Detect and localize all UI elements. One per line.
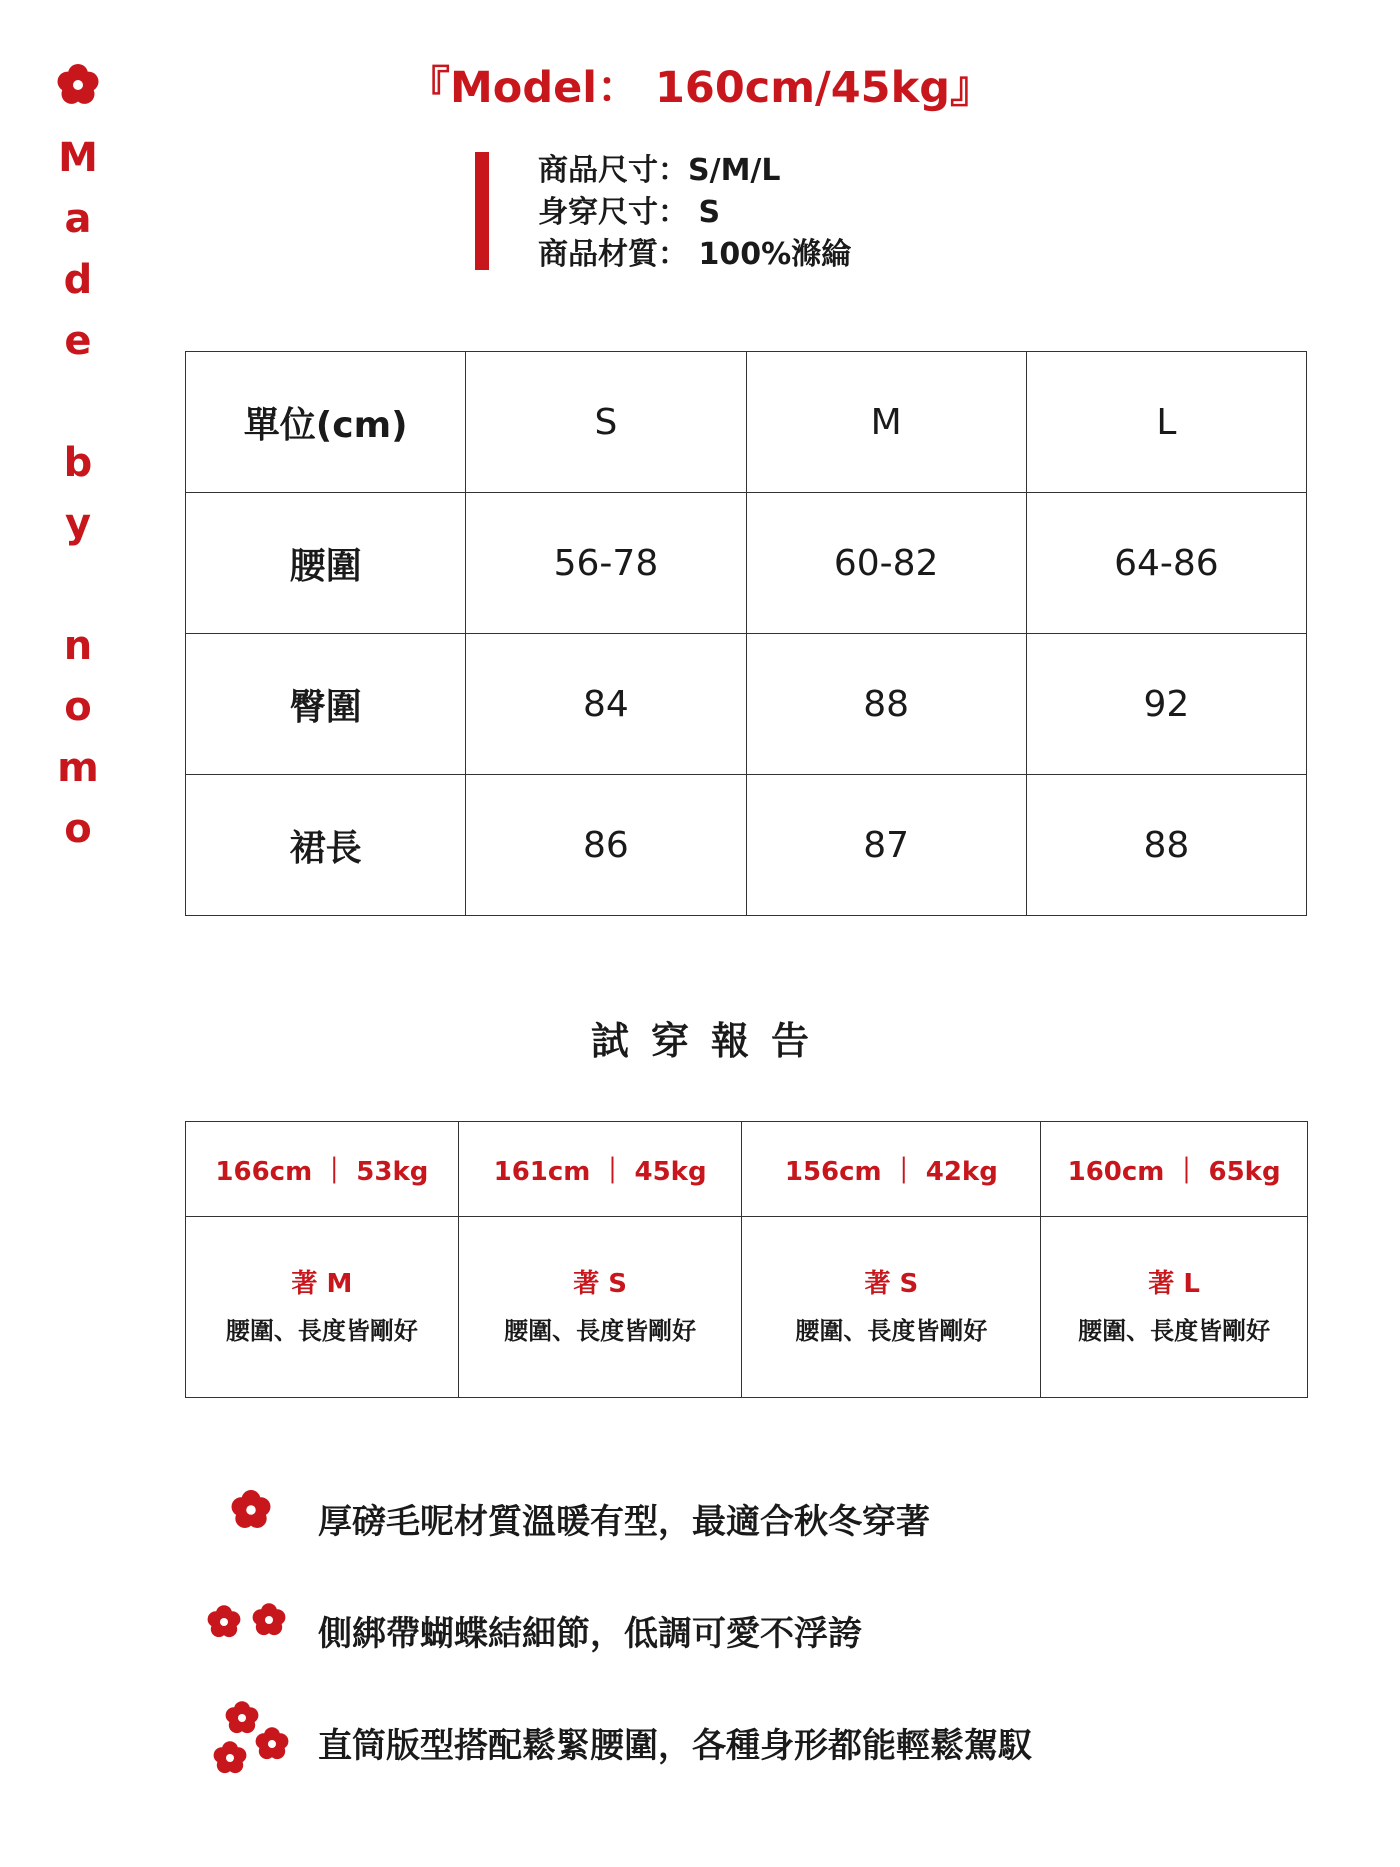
size-chart-cell: 64-86 bbox=[1026, 493, 1306, 634]
model-title: 『Model： 160cm/45kg』 bbox=[407, 63, 993, 113]
table-row bbox=[186, 634, 1307, 775]
size-chart-cell: 88 bbox=[746, 634, 1026, 775]
feature-text: 側綁帶蝴蝶結細節，低調可愛不浮誇 bbox=[318, 1614, 862, 1654]
size-chart-row-label: 臀圍 bbox=[186, 634, 466, 775]
brand-letter: e bbox=[64, 318, 92, 364]
size-chart-header-m: M bbox=[746, 352, 1026, 493]
brand-letter: m bbox=[57, 745, 99, 791]
size-chart-header-l: L bbox=[1026, 352, 1306, 493]
single-flower-icon bbox=[200, 1480, 310, 1560]
size-chart-header-row bbox=[186, 352, 1307, 493]
spec-product-sizes: 商品尺寸：S/M/L bbox=[538, 153, 781, 188]
tester-stats: 166cm ｜ 53kg bbox=[186, 1122, 459, 1217]
brand-letter: n bbox=[63, 623, 93, 669]
tester-stats: 156cm ｜ 42kg bbox=[742, 1122, 1041, 1217]
list-item bbox=[200, 1592, 1300, 1704]
double-flower-icon bbox=[200, 1592, 310, 1672]
tester-result bbox=[1041, 1217, 1308, 1398]
fit-report-title: 試穿報告 bbox=[590, 1019, 831, 1063]
size-chart-row-label: 腰圍 bbox=[186, 493, 466, 634]
tester-size: 著 S bbox=[864, 1269, 919, 1299]
brand-letter: M bbox=[58, 135, 98, 181]
size-chart-table bbox=[185, 351, 1307, 916]
list-item bbox=[200, 1704, 1300, 1816]
brand-letter: d bbox=[63, 257, 93, 303]
tester-note: 腰圍、長度皆剛好 bbox=[795, 1317, 988, 1345]
feature-list bbox=[200, 1480, 1300, 1816]
tester-result bbox=[742, 1217, 1041, 1398]
tester-size: 著 L bbox=[1148, 1269, 1200, 1299]
size-chart-unit-header: 單位(cm) bbox=[186, 352, 466, 493]
brand-letter: b bbox=[63, 440, 93, 486]
tester-note: 腰圍、長度皆剛好 bbox=[225, 1317, 418, 1345]
size-chart-cell: 88 bbox=[1026, 775, 1306, 916]
tester-note: 腰圍、長度皆剛好 bbox=[504, 1317, 697, 1345]
size-chart-cell: 84 bbox=[466, 634, 746, 775]
brand-vertical bbox=[48, 60, 108, 860]
feature-text: 直筒版型搭配鬆緊腰圍，各種身形都能輕鬆駕馭 bbox=[318, 1726, 1032, 1766]
tester-stats: 160cm ｜ 65kg bbox=[1041, 1122, 1308, 1217]
tester-stats: 161cm ｜ 45kg bbox=[458, 1122, 742, 1217]
size-chart-cell: 60-82 bbox=[746, 493, 1026, 634]
fit-report-stats-row bbox=[186, 1122, 1308, 1217]
spec-worn-size: 身穿尺寸： S bbox=[538, 195, 721, 230]
size-chart-row-label: 裙長 bbox=[186, 775, 466, 916]
tester-note: 腰圍、長度皆剛好 bbox=[1078, 1317, 1271, 1345]
table-row bbox=[186, 775, 1307, 916]
tester-result bbox=[186, 1217, 459, 1398]
tester-result bbox=[458, 1217, 742, 1398]
brand-letter: a bbox=[64, 196, 92, 242]
spec-material: 商品材質： 100%滌綸 bbox=[538, 237, 852, 272]
list-item bbox=[200, 1480, 1300, 1592]
fit-report-result-row bbox=[186, 1217, 1308, 1398]
feature-text: 厚磅毛呢材質溫暖有型，最適合秋冬穿著 bbox=[318, 1502, 930, 1542]
spec-accent-bar bbox=[475, 152, 489, 270]
brand-letter: o bbox=[64, 806, 92, 852]
size-chart-cell: 56-78 bbox=[466, 493, 746, 634]
size-chart-cell: 92 bbox=[1026, 634, 1306, 775]
tester-size: 著 M bbox=[291, 1269, 353, 1299]
fit-report-table bbox=[185, 1121, 1308, 1398]
size-chart-cell: 87 bbox=[746, 775, 1026, 916]
brand-letter: o bbox=[64, 684, 92, 730]
table-row bbox=[186, 493, 1307, 634]
size-chart-cell: 86 bbox=[466, 775, 746, 916]
tester-size: 著 S bbox=[573, 1269, 627, 1299]
size-chart-header-s: S bbox=[466, 352, 746, 493]
brand-letter: y bbox=[64, 501, 92, 547]
triple-flower-icon bbox=[200, 1696, 310, 1786]
